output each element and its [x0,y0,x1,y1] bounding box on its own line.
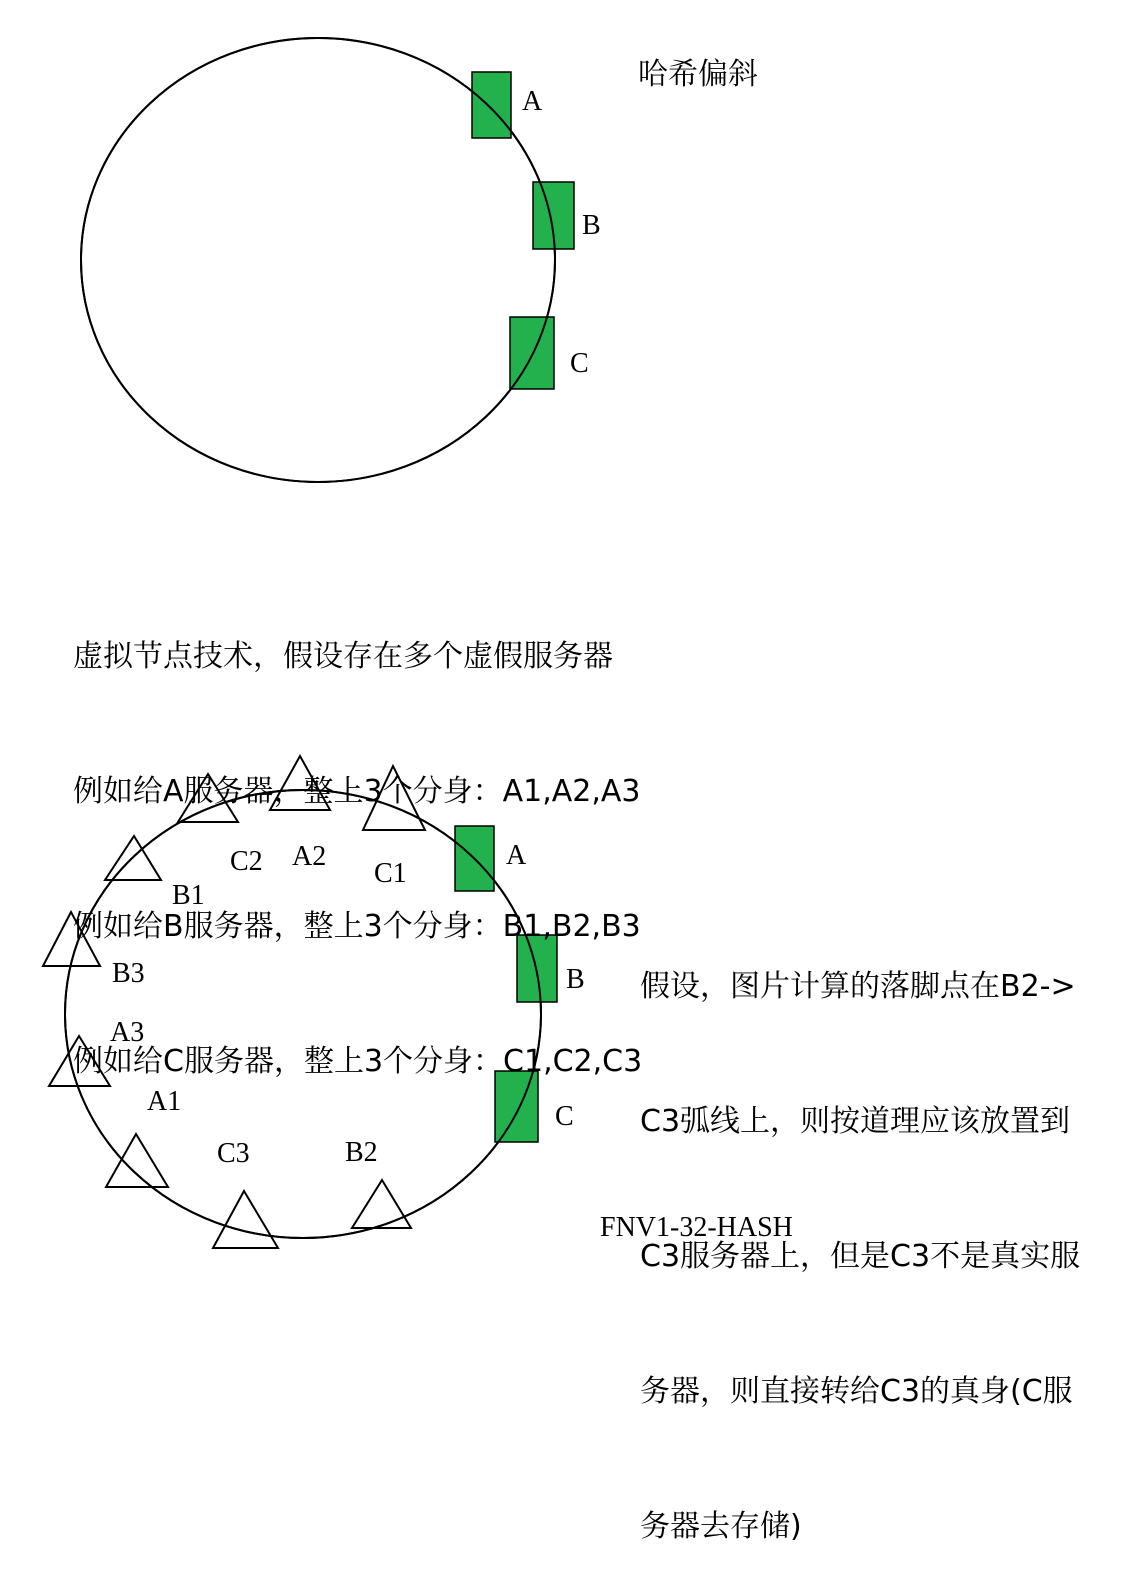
explanation-line: 例如给C服务器，整上3个分身：C1,C2,C3 [73,1044,643,1079]
virtual-node-triangle-c3 [213,1191,278,1248]
diagram-title: 哈希偏斜 [638,57,758,92]
server-label-a-bottom: A [506,840,527,871]
routing-note [640,874,1080,1594]
server-label-c-top: C [570,348,589,379]
note-line: C3弧线上，则按道理应该放置到 [640,1104,1071,1139]
explanation-line: 虚拟节点技术，假设存在多个虚假服务器 [73,639,613,674]
virtual-node-triangle-b2 [352,1180,411,1228]
virtual-node-label-a3: A3 [110,1017,145,1048]
virtual-node-label-b1: B1 [172,880,205,911]
explanation-line: 例如给B服务器，整上3个分身：B1,B2,B3 [73,909,641,944]
note-line: 务器去存储) [640,1509,802,1544]
note-line: C3服务器上，但是C3不是真实服 [640,1239,1081,1274]
virtual-node-label-b3: B3 [112,958,145,989]
note-line: 假设，图片计算的落脚点在B2-> [640,969,1076,1004]
virtual-node-label-b2: B2 [345,1137,378,1168]
note-line: 务器，则直接转给C3的真身(C服 [640,1374,1073,1409]
virtual-node-label-c1: C1 [374,858,407,889]
hash-algorithm-footer: FNV1-32-HASH [600,1212,793,1243]
virtual-node-label-a2: A2 [292,841,327,872]
server-label-a-top: A [522,86,543,117]
server-node-c-top [510,317,554,389]
explanation-line: 例如给A服务器，整上3个分身：A1,A2,A3 [73,774,641,809]
virtual-node-label-c3: C3 [217,1138,250,1169]
virtual-node-label-a1: A1 [147,1086,182,1117]
server-label-c-bottom: C [555,1101,574,1132]
virtual-node-explanation [73,544,642,1129]
virtual-node-label-c2: C2 [230,846,263,877]
server-label-b-top: B [582,210,601,241]
server-node-a-top [472,72,511,138]
server-label-b-bottom: B [566,964,585,995]
virtual-node-triangle-a1 [106,1134,168,1187]
